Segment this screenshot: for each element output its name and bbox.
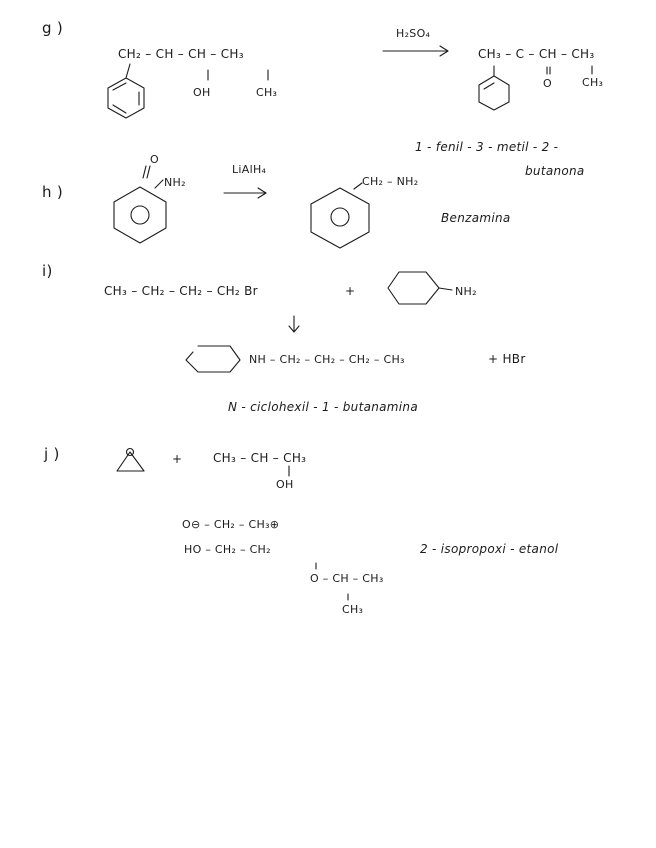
- h-carbonyl-oxygen: O: [150, 153, 159, 166]
- i-product-name: N - ciclohexil - 1 - butanamina: [228, 400, 418, 414]
- g-product-name-line2: butanona: [525, 164, 585, 178]
- h-benzene-ring-product: [311, 183, 369, 248]
- j-alcohol-chain: CH₃ – CH – CH₃: [213, 451, 307, 465]
- h-reaction-arrow: [224, 188, 266, 198]
- h-benzene-ring-reactant: [114, 166, 166, 243]
- j-plus-sign: +: [172, 452, 183, 466]
- g-product-name-line1: 1 - fenil - 3 - metil - 2 -: [415, 140, 559, 154]
- g-benzene-ring-product: [479, 66, 509, 110]
- g-oh-group: OH: [193, 86, 211, 99]
- g-carbonyl-oxygen: O: [543, 77, 552, 90]
- i-alkyl-bromide: CH₃ – CH₂ – CH₂ – CH₂ Br: [104, 284, 258, 298]
- section-i-label: i): [42, 262, 53, 280]
- g-product-ch3: CH₃: [582, 76, 604, 89]
- j-product-line: HO – CH₂ – CH₂: [184, 543, 271, 556]
- section-j-label: j ): [44, 445, 60, 463]
- g-reagent: H₂SO₄: [396, 27, 431, 40]
- i-product-chain: NH – CH₂ – CH₂ – CH₂ – CH₃: [249, 353, 405, 366]
- j-product-name: 2 - isopropoxi - etanol: [420, 542, 559, 556]
- j-epoxide-ring: [117, 449, 144, 472]
- i-amine-group: NH₂: [455, 285, 477, 298]
- g-reaction-arrow: [383, 46, 448, 56]
- section-h-label: h ): [42, 183, 64, 201]
- j-ionic-intermediate: O⊖ – CH₂ – CH₃⊕: [182, 518, 280, 531]
- g-benzene-ring-reactant: [108, 64, 144, 118]
- h-product-name: Benzamina: [441, 211, 511, 225]
- j-ether-line: O – CH – CH₃: [310, 572, 384, 585]
- i-plus-sign: +: [345, 284, 356, 298]
- section-g-label: g ): [42, 19, 64, 37]
- g-product-chain: CH₃ – C – CH – CH₃: [478, 47, 595, 61]
- h-product-group: CH₂ – NH₂: [362, 175, 419, 188]
- g-reactant-chain: CH₂ – CH – CH – CH₃: [118, 47, 244, 61]
- i-cyclohexane-ring: [388, 272, 452, 304]
- j-ether-ch3: CH₃: [342, 603, 364, 616]
- i-byproduct: + HBr: [488, 352, 526, 366]
- i-reaction-arrow: [289, 316, 299, 332]
- g-ch3-branch: CH₃: [256, 86, 278, 99]
- h-amide-nh2: NH₂: [164, 176, 186, 189]
- h-reagent: LiAlH₄: [232, 163, 267, 176]
- i-product-ring: [186, 346, 240, 372]
- j-alcohol-oh: OH: [276, 478, 294, 491]
